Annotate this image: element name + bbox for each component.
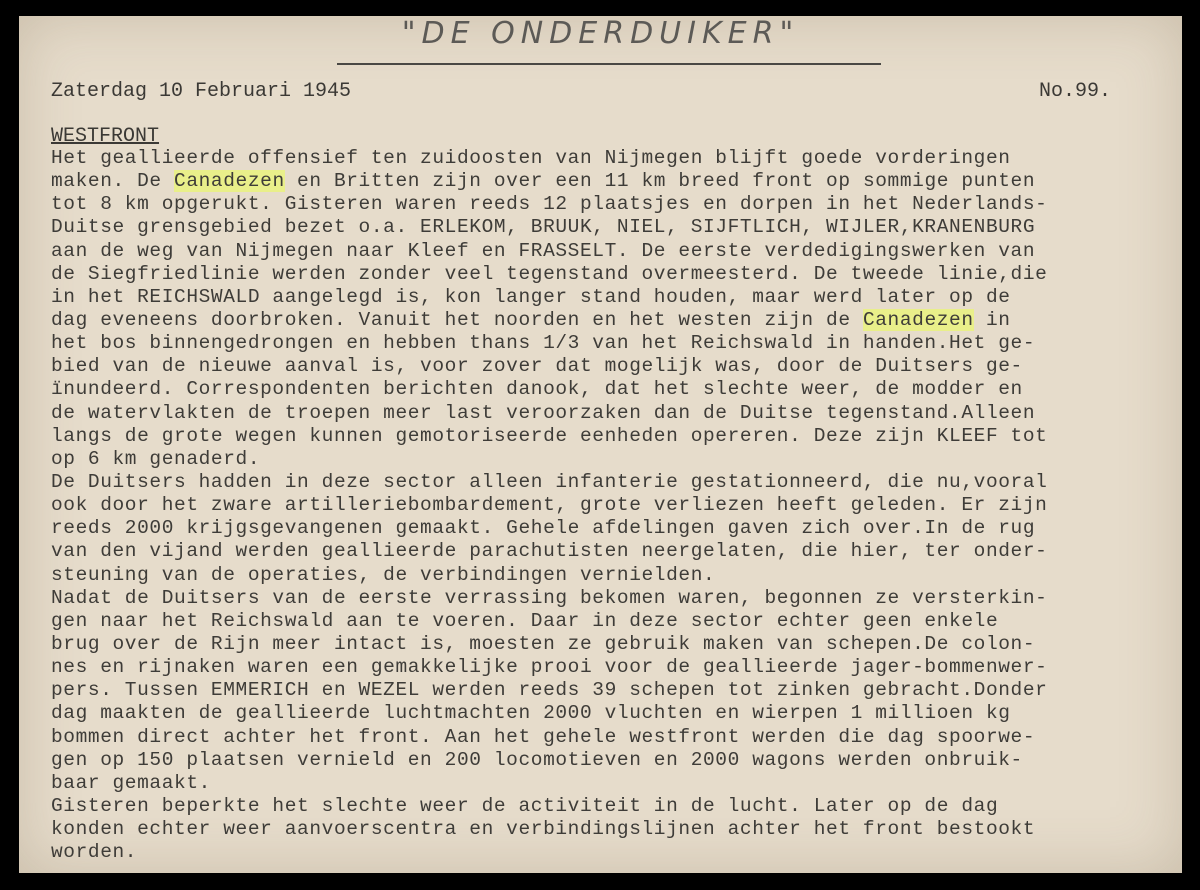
highlighted-word: Canadezen [862, 308, 974, 331]
article-line [51, 240, 1182, 263]
title-rule [337, 63, 881, 65]
article-line [51, 749, 1182, 772]
line-text: baar gemaakt. [51, 771, 211, 794]
line-text: in [973, 308, 1011, 331]
line-text: Gisteren beperkte het slechte weer de activiteit in de lucht. Later op de dag [51, 794, 999, 817]
article-line [51, 726, 1182, 749]
line-text: maken. De [51, 170, 175, 193]
article-line [51, 193, 1182, 216]
issue-number: No.99. [1038, 80, 1111, 103]
article-line [51, 332, 1182, 355]
line-text: op 6 km genaderd. [51, 447, 261, 470]
line-text: Nadat de Duitsers van de eerste verrassing bekomen waren, begonnen ze versterkin- [51, 586, 1048, 609]
article-line [51, 378, 1182, 401]
line-text: brug over de Rijn meer intact is, moesten ze gebruik maken van schepen.De colon- [51, 632, 1036, 655]
section-heading: WESTFRONT [51, 125, 160, 148]
line-text: Het geallieerde offensief ten zuidoosten van Nijmegen blijft goede vorderingen [51, 147, 1011, 169]
article-line [51, 702, 1182, 725]
line-text: worden. [51, 841, 138, 864]
line-text: het bos binnengedrongen en hebben thans 1/3 van het Reichswald in handen.Het ge- [51, 332, 1036, 355]
article-line [51, 772, 1182, 795]
article-line [51, 147, 1182, 170]
article-line [51, 170, 1182, 193]
article-line [51, 286, 1182, 309]
line-text: ïnundeerd. Correspondenten berichten danook, dat het slechte weer, de modder en [51, 378, 1023, 401]
newspaper-title: "DE ONDERDUIKER" [401, 16, 800, 51]
article-line [51, 216, 1182, 239]
article-line [51, 425, 1182, 448]
article-line [51, 309, 1182, 332]
article-line [51, 610, 1182, 633]
article-line [51, 540, 1182, 563]
article-line [51, 564, 1182, 587]
line-text: de watervlakten de troepen meer last veroorzaken dan de Duitse tegenstand.Alleen [51, 401, 1036, 424]
line-text: bied van de nieuwe aanval is, voor zover dat mogelijk was, door de Duitsers ge- [51, 355, 1023, 378]
line-text: nes en rijnaken waren een gemakkelijke prooi voor de geallieerde jager-bommenwer- [51, 656, 1048, 679]
dateline [51, 80, 1111, 103]
article-body [51, 147, 1182, 864]
line-text: bommen direct achter het front. Aan het gehele westfront werden die dag spoorwe- [51, 725, 1036, 748]
article-line [51, 841, 1182, 864]
line-text: Duitse grensgebied bezet o.a. ERLEKOM, BRUUK, NIEL, SIJFTLICH, WIJLER,KRANENBURG [51, 216, 1036, 239]
line-text: pers. Tussen EMMERICH en WEZEL werden reeds 39 schepen tot zinken gebracht.Donder [51, 679, 1048, 702]
article-line [51, 795, 1182, 818]
line-text: de Siegfriedlinie werden zonder veel tegenstand overmeesterd. De tweede linie,die [51, 262, 1048, 285]
line-text: ook door het zware artilleriebombardement, grote verliezen heeft geleden. Er zijn [51, 494, 1048, 517]
line-text: in het REICHSWALD aangelegd is, kon langer stand houden, maar werd later op de [51, 285, 1011, 308]
line-text: dag maakten de geallieerde luchtmachten 2000 vluchten en wierpen 1 millioen kg [51, 702, 1011, 725]
newspaper-clipping [19, 16, 1182, 873]
line-text: van den vijand werden geallieerde parachutisten neergelaten, die hier, ter onder- [51, 540, 1048, 563]
article-line [51, 656, 1182, 679]
line-text: langs de grote wegen kunnen gemotoriseerde eenheden opereren. Deze zijn KLEEF tot [51, 424, 1048, 447]
article-line [51, 494, 1182, 517]
article-line [51, 517, 1182, 540]
line-text: tot 8 km opgerukt. Gisteren waren reeds 12 plaatsjes en dorpen in het Nederlands- [51, 193, 1048, 216]
line-text: gen op 150 plaatsen vernield en 200 locomotieven en 2000 wagons werden onbruik- [51, 748, 1023, 771]
line-text: reeds 2000 krijgsgevangenen gemaakt. Gehele afdelingen gaven zich over.In de rug [51, 517, 1036, 540]
article-line [51, 818, 1182, 841]
line-text: en Britten zijn over een 11 km breed front op sommige punten [284, 170, 1036, 193]
line-text: aan de weg van Nijmegen naar Kleef en FRASSELT. De eerste verdedigingswerken van [51, 239, 1036, 262]
line-text: steuning van de operaties, de verbindingen vernielden. [51, 563, 716, 586]
article-line [51, 587, 1182, 610]
highlighted-word: Canadezen [174, 170, 285, 193]
line-text: konden echter weer aanvoerscentra en verbindingslijnen achter het front bestookt [51, 818, 1036, 841]
article-line [51, 679, 1182, 702]
article-line [51, 448, 1182, 471]
article-line [51, 633, 1182, 656]
article-line [51, 402, 1182, 425]
line-text: gen naar het Reichswald aan te voeren. Daar in deze sector echter geen enkele [51, 609, 999, 632]
issue-date: Zaterdag 10 Februari 1945 [51, 80, 352, 103]
line-text: De Duitsers hadden in deze sector alleen infanterie gestationneerd, die nu,vooral [51, 470, 1048, 493]
line-text: dag eveneens doorbroken. Vanuit het noorden en het westen zijn de [51, 308, 863, 331]
article-line [51, 263, 1182, 286]
article-line [51, 355, 1182, 378]
article-line [51, 471, 1182, 494]
